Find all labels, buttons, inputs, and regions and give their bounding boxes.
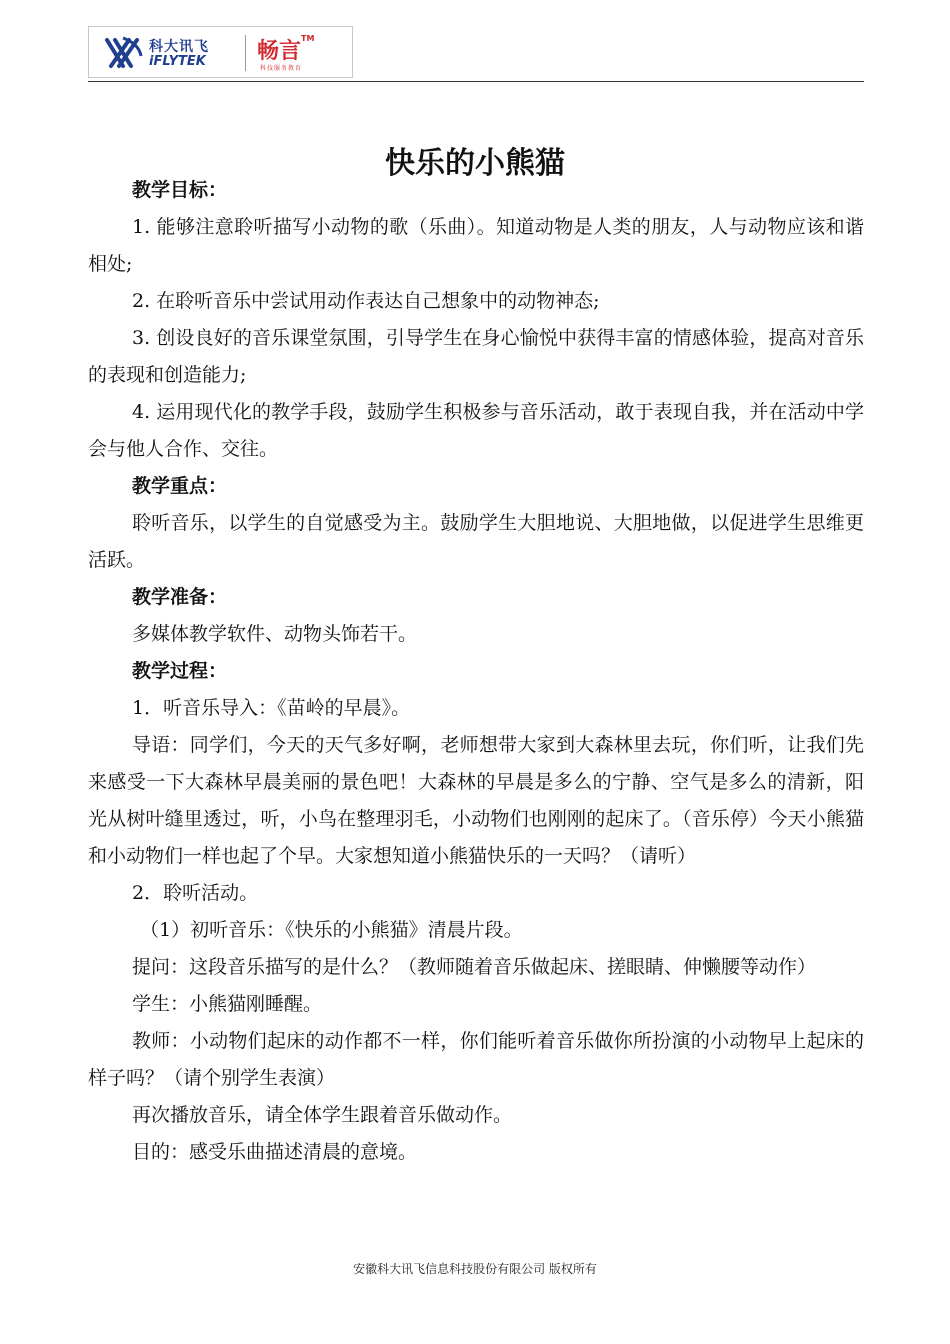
prep-heading: 教学准备： (132, 586, 228, 608)
focus-text: 聆听音乐，以学生的自觉感受为主。鼓励学生大胆地说、大胆地做，以促进学生思维更活跃。 (88, 512, 864, 571)
focus-heading: 教学重点： (132, 475, 228, 497)
goal-2: 2. 在聆听音乐中尝试用动作表达自己想象中的动物神态; (132, 290, 600, 312)
purpose-text: 目的：感受乐曲描述清晨的意境。 (132, 1141, 418, 1163)
step-2: 2．聆听活动。 (132, 882, 259, 904)
changyan-brand-text: 畅言 (257, 39, 302, 64)
changyan-tagline: 科技服务教育 (260, 65, 303, 72)
changyan-brand (257, 34, 314, 65)
header-divider (88, 81, 864, 82)
goals-heading: 教学目标： (132, 179, 228, 201)
prep-text: 多媒体教学软件、动物头饰若干。 (132, 623, 418, 645)
goal-4: 4. 运用现代化的教学手段，鼓励学生积极参与音乐活动，敢于表现自我，并在活动中学会与他人合作、交往。 (88, 401, 864, 460)
logo-en-text: iFLYTEK (149, 54, 206, 69)
goal-1: 1. 能够注意聆听描写小动物的歌（乐曲）。知道动物是人类的朋友，人与动物应该和谐相处; (88, 216, 864, 275)
page-footer: 安徽科大讯飞信息科技股份有限公司 版权所有 (353, 1262, 597, 1276)
question-text: 提问：这段音乐描写的是什么？（教师随着音乐做起床、搓眼睛、伸懒腰等动作） (132, 956, 817, 978)
trademark-mark: TM (301, 34, 315, 43)
step-1-text: 导语：同学们，今天的天气多好啊，老师想带大家到大森林里去玩，你们听，让我们先来感受一下大森林早晨美丽的景色吧！大森林的早晨是多么的宁静、空气是多么的清新，阳光从树叶缝里透过，听，小鸟在整理羽毛，小动物们也刚刚的起床了。（音乐停）今天小熊猫和小动物们一样也起了个早。大家想知道小熊猫快乐的一天吗？（请听） (88, 734, 864, 867)
logo-divider (245, 35, 246, 71)
document-body (88, 172, 864, 1171)
replay-text: 再次播放音乐，请全体学生跟着音乐做动作。 (132, 1104, 513, 1126)
brand-logo (88, 26, 353, 78)
page-title: 快乐的小熊猫 (385, 146, 565, 182)
logo-cn-text: 科大讯飞 (149, 39, 209, 55)
teacher-text: 教师：小动物们起床的动作都不一样，你们能听着音乐做你所扮演的小动物早上起床的样子吗？（请个别学生表演） (88, 1030, 864, 1089)
step-2-sub: （1）初听音乐：《快乐的小熊猫》清晨片段。 (140, 919, 523, 941)
goal-3: 3. 创设良好的音乐课堂氛围，引导学生在身心愉悦中获得丰富的情感体验，提高对音乐的表现和创造能力; (88, 327, 864, 386)
iflytek-logo-icon (103, 36, 143, 70)
student-text: 学生：小熊猫刚睡醒。 (132, 993, 323, 1015)
page-header (88, 26, 864, 82)
process-heading: 教学过程： (132, 660, 228, 682)
step-1: 1．听音乐导入：《苗岭的早晨》。 (132, 697, 411, 719)
